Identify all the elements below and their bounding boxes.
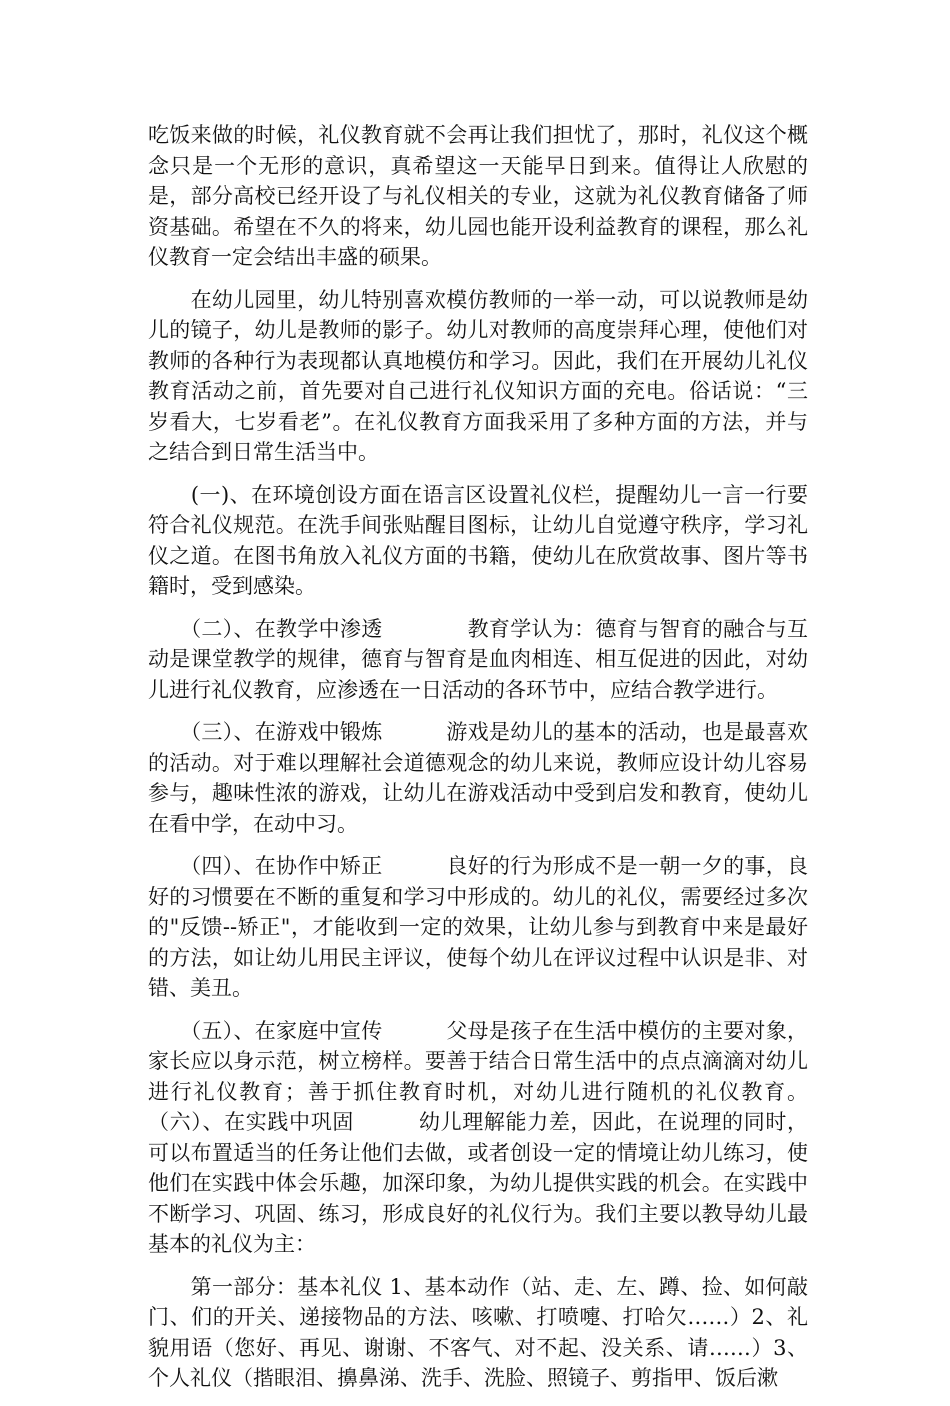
document-body	[148, 120, 808, 1406]
paragraph-7: （五）、在家庭中宣传 父母是孩子在生活中模仿的主要对象，家长应以身示范，树立榜样。要善于结合日常生活中的点点滴滴对幼儿进行礼仪教育；善于抓住教育时机，对幼儿进行随机的礼仪教育。（六）、在实践中巩固 幼儿理解能力差，因此，在说理的同时，可以布置适当的任务让他们去做，或者创设一定的情境让幼儿练习，使他们在实践中体会乐趣，加深印象，为幼儿提供实践的机会。在实践中不断学习、巩固、练习，形成良好的礼仪行为。我们主要以教导幼儿最基本的礼仪为主：	[148, 1018, 808, 1256]
paragraph-3: (一)、在环境创设方面在语言区设置礼仪栏，提醒幼儿一言一行要符合礼仪规范。在洗手间张贴醒目图标，让幼儿自觉遵守秩序，学习礼仪之道。在图书角放入礼仪方面的书籍，使幼儿在欣赏故事、图片等书籍时，受到感染。	[148, 482, 808, 598]
paragraph-1: 吃饭来做的时候，礼仪教育就不会再让我们担忧了，那时，礼仪这个概念只是一个无形的意识，真希望这一天能早日到来。值得让人欣慰的是，部分高校已经开设了与礼仪相关的专业，这就为礼仪教育储备了师资基础。希望在不久的将来，幼儿园也能开设利益教育的课程，那么礼仪教育一定会结出丰盛的硕果。	[148, 123, 808, 269]
paragraph-6: （四）、在协作中矫正 良好的行为形成不是一朝一夕的事，良好的习惯要在不断的重复和学习中形成的。幼儿的礼仪，需要经过多次的"反馈--矫正"，才能收到一定的效果，让幼儿参与到教育中来是最好的方法，如让幼儿用民主评议，使每个幼儿在评议过程中认识是非、对错、美丑。	[148, 854, 808, 1000]
paragraph-8: 第一部分：基本礼仪 1、基本动作（站、走、左、蹲、捡、如何敲门、们的开关、递接物品的方法、咳嗽、打喷嚏、打哈欠……）2、礼貌用语（您好、再见、谢谢、不客气、对不起、没关系、请……）3、个人礼仪（揩眼泪、擤鼻涕、洗手、洗脸、照镜子、剪指甲、饭后漱	[148, 1274, 808, 1390]
paragraph-2: 在幼儿园里，幼儿特别喜欢模仿教师的一举一动，可以说教师是幼儿的镜子，幼儿是教师的影子。幼儿对教师的高度崇拜心理，使他们对教师的各种行为表现都认真地模仿和学习。因此，我们在开展幼儿礼仪教育活动之前，首先要对自己进行礼仪知识方面的充电。俗话说：“三岁看大，七岁看老”。在礼仪教育方面我采用了多种方面的方法，并与之结合到日常生活当中。	[148, 287, 808, 464]
paragraph-4: （二）、在教学中渗透 教育学认为：德育与智育的融合与互动是课堂教学的规律，德育与智育是血肉相连、相互促进的因此，对幼儿进行礼仪教育，应渗透在一日活动的各环节中，应结合教学进行。	[148, 616, 808, 702]
paragraph-5: （三）、在游戏中锻炼 游戏是幼儿的基本的活动，也是最喜欢的活动。对于难以理解社会道德观念的幼儿来说，教师应设计幼儿容易参与，趣味性浓的游戏，让幼儿在游戏活动中受到启发和教育，使幼儿在看中学，在动中习。	[148, 720, 808, 836]
